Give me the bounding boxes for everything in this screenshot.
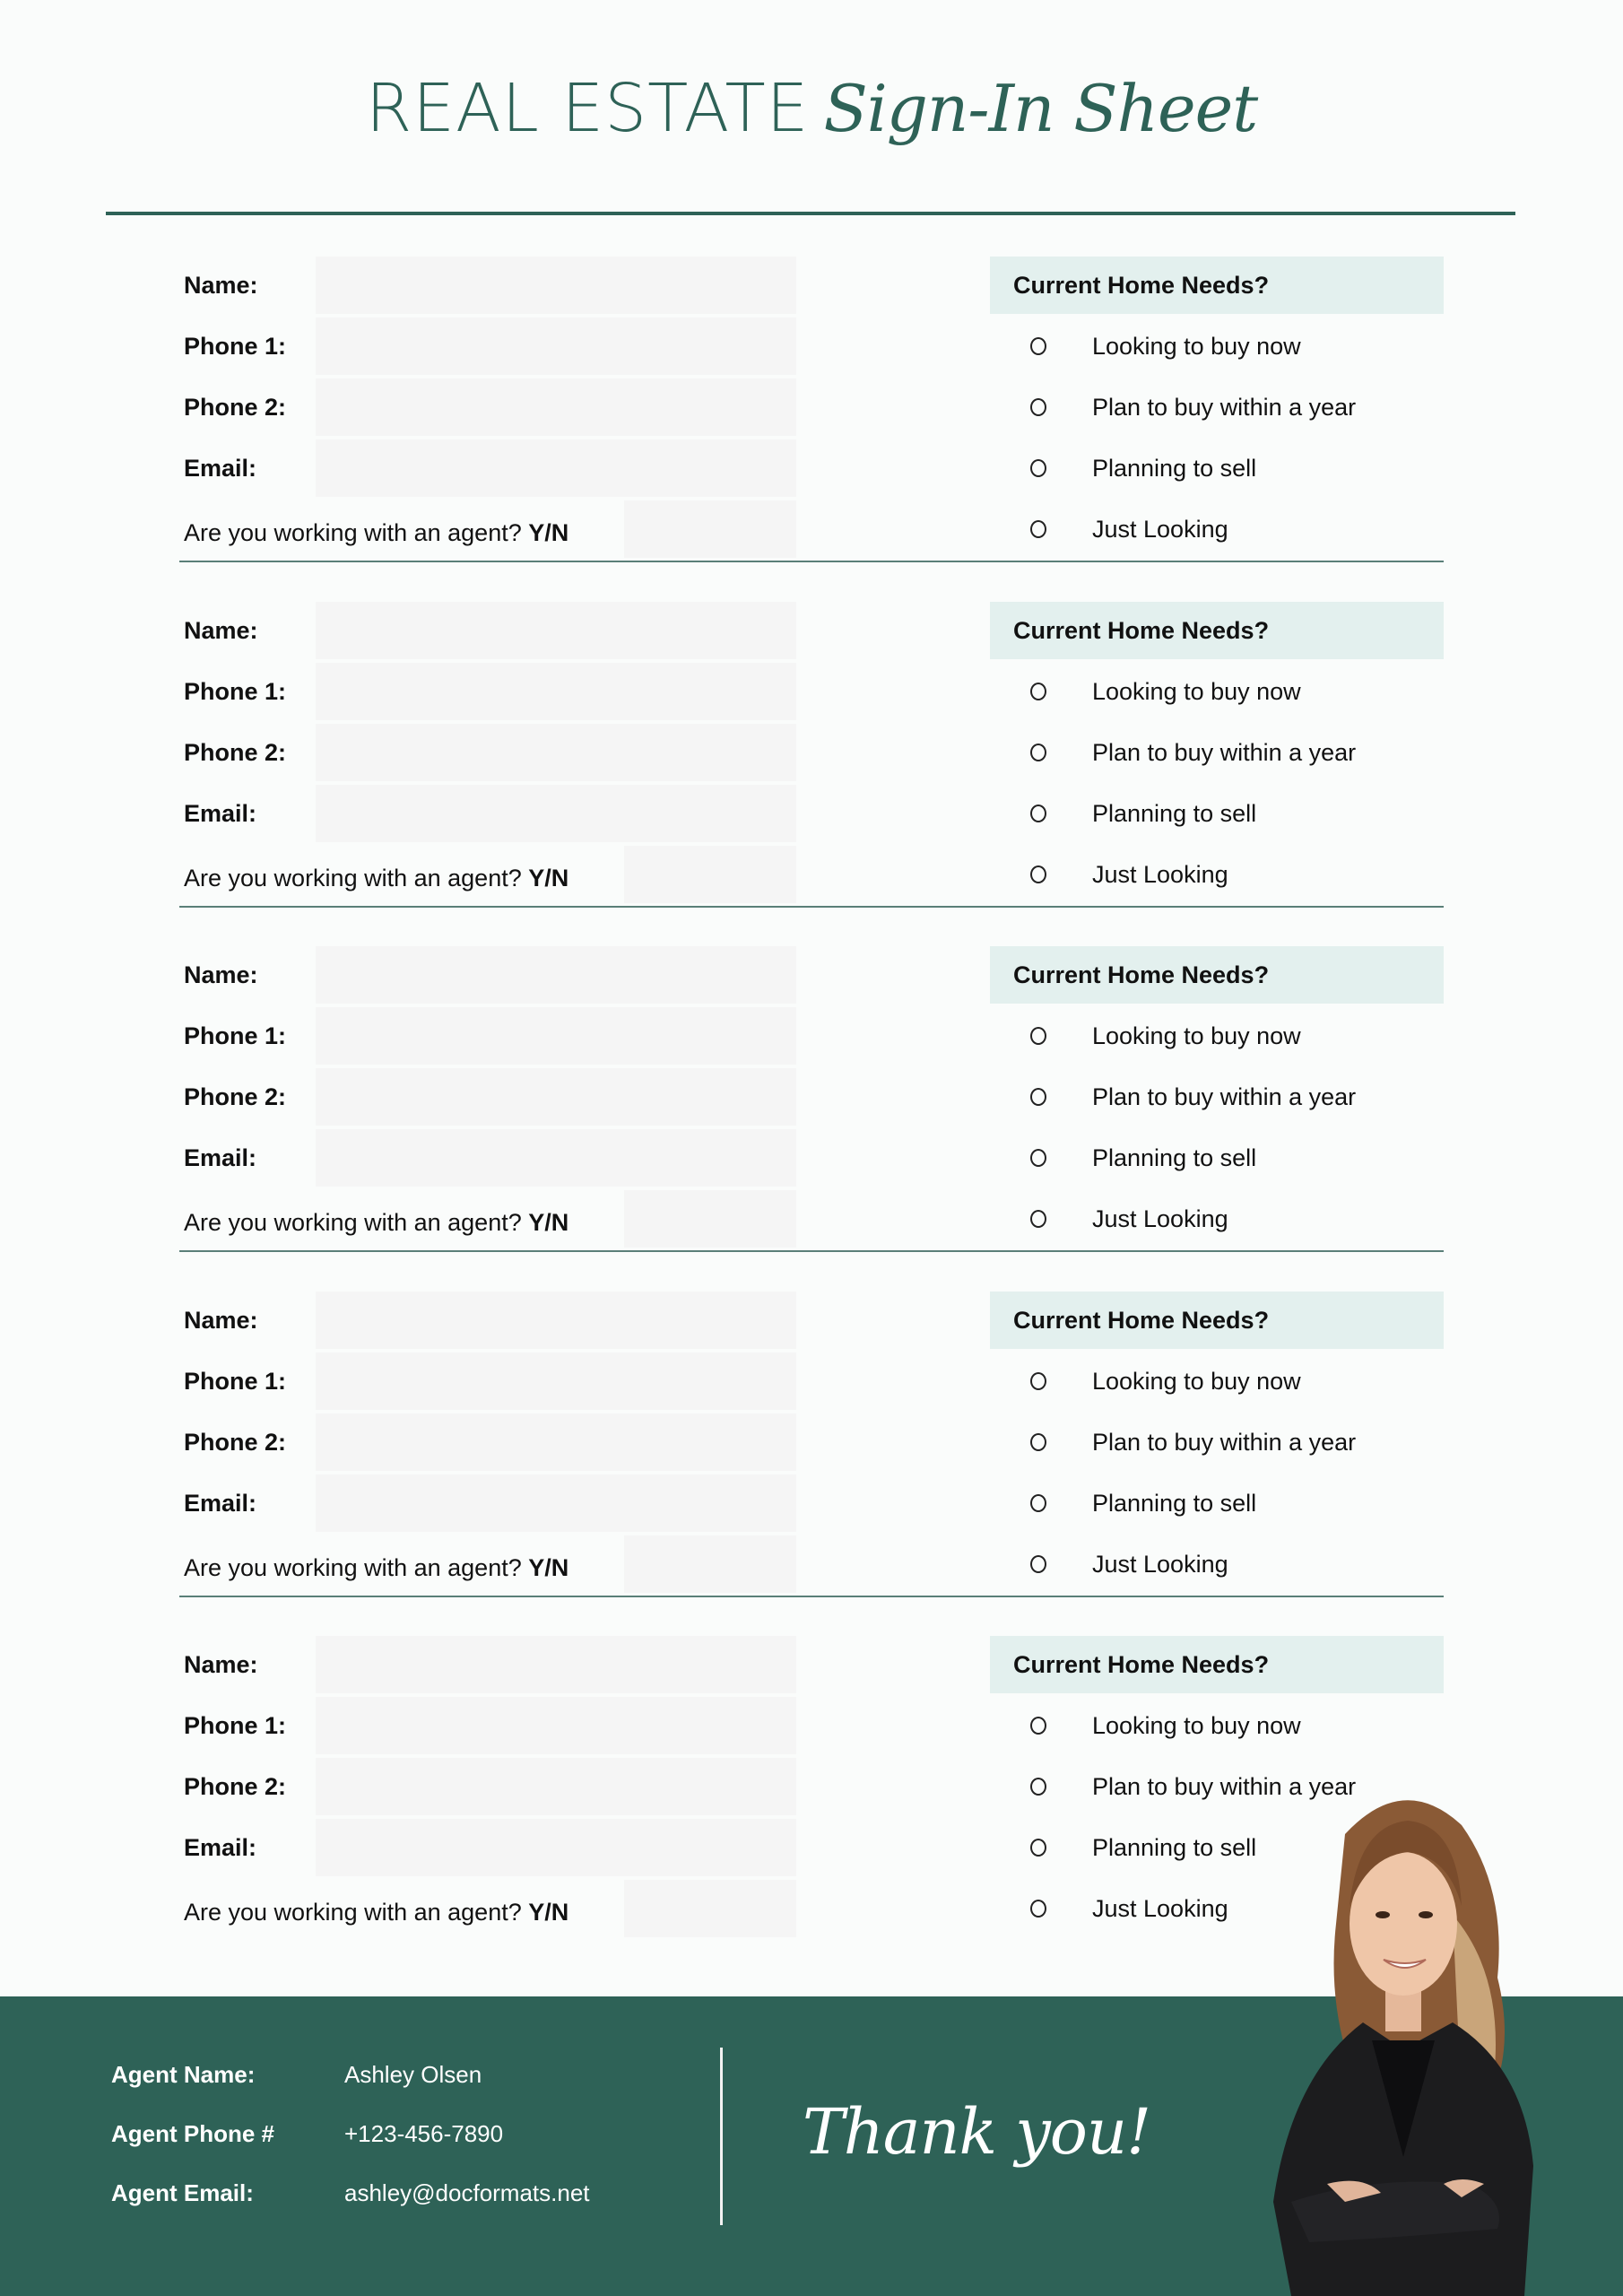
phone1-field[interactable] [316, 663, 796, 720]
option-label: Looking to buy now [1092, 678, 1301, 705]
radio-circle-icon[interactable] [1030, 1494, 1046, 1512]
option-label: Plan to buy within a year [1092, 394, 1357, 421]
agent-phone: +123-456-7890 [344, 2120, 504, 2147]
agent-question-text: Are you working with an agent? [184, 865, 522, 891]
radio-circle-icon[interactable] [1030, 804, 1046, 822]
page-title [0, 70, 1623, 147]
needs-header [990, 1636, 1444, 1693]
entry-separator [179, 561, 1444, 562]
email-field[interactable] [316, 1819, 796, 1876]
phone1-field[interactable] [316, 1697, 796, 1754]
agent-yn-label: Y/N [528, 1209, 569, 1236]
phone1-label: Phone 1: [184, 1712, 287, 1739]
agent-question-text: Are you working with an agent? [184, 1209, 522, 1236]
agent-question-text: Are you working with an agent? [184, 1899, 522, 1926]
needs-header [990, 1292, 1444, 1349]
radio-circle-icon[interactable] [1030, 865, 1046, 883]
needs-option-buy-year[interactable] [990, 1413, 1444, 1471]
name-label: Name: [184, 1307, 258, 1334]
radio-circle-icon[interactable] [1030, 337, 1046, 355]
needs-option-buy-now[interactable] [990, 1007, 1444, 1065]
option-label: Planning to sell [1092, 1834, 1257, 1861]
name-field[interactable] [316, 1636, 796, 1693]
option-label: Just Looking [1092, 1895, 1228, 1922]
agent-phone-label: Agent Phone # [111, 2120, 275, 2147]
name-field[interactable] [316, 946, 796, 1004]
option-label: Just Looking [1092, 1205, 1228, 1232]
phone2-field[interactable] [316, 378, 796, 436]
radio-circle-icon[interactable] [1030, 520, 1046, 538]
needs-header-text: Current Home Needs? [1013, 617, 1270, 644]
radio-circle-icon[interactable] [1030, 1839, 1046, 1857]
radio-circle-icon[interactable] [1030, 1778, 1046, 1796]
entry-separator [179, 1596, 1444, 1597]
agent-yn-field[interactable] [624, 1880, 796, 1937]
radio-circle-icon[interactable] [1030, 1900, 1046, 1918]
radio-circle-icon[interactable] [1030, 398, 1046, 416]
name-label: Name: [184, 1651, 258, 1678]
needs-option-just-looking[interactable] [990, 1190, 1444, 1248]
agent-yn-label: Y/N [528, 519, 569, 546]
needs-option-buy-year[interactable] [990, 1068, 1444, 1126]
entry-separator [179, 906, 1444, 908]
email-label: Email: [184, 1144, 257, 1171]
needs-option-buy-year[interactable] [990, 724, 1444, 781]
title-divider [106, 212, 1515, 215]
agent-yn-field[interactable] [624, 500, 796, 558]
email-field[interactable] [316, 439, 796, 497]
email-field[interactable] [316, 1474, 796, 1532]
option-label: Just Looking [1092, 861, 1228, 888]
option-label: Planning to sell [1092, 1490, 1257, 1517]
email-label: Email: [184, 455, 257, 482]
agent-yn-field[interactable] [624, 846, 796, 903]
agent-name: Ashley Olsen [344, 2061, 482, 2088]
email-label: Email: [184, 1834, 257, 1861]
name-field[interactable] [316, 1292, 796, 1349]
needs-option-sell[interactable] [990, 439, 1444, 497]
phone2-label: Phone 2: [184, 394, 287, 421]
option-label: Just Looking [1092, 1551, 1228, 1578]
option-label: Plan to buy within a year [1092, 1083, 1357, 1110]
radio-circle-icon[interactable] [1030, 1717, 1046, 1735]
radio-circle-icon[interactable] [1030, 1027, 1046, 1045]
needs-header-text: Current Home Needs? [1013, 961, 1270, 988]
needs-option-sell[interactable] [990, 785, 1444, 842]
phone2-field[interactable] [316, 1068, 796, 1126]
name-label: Name: [184, 617, 258, 644]
needs-option-buy-now[interactable] [990, 317, 1444, 375]
agent-name-label: Agent Name: [111, 2061, 256, 2088]
needs-header-text: Current Home Needs? [1013, 272, 1270, 299]
title-main: REAL ESTATE [365, 70, 810, 147]
entry-separator [179, 1250, 1444, 1252]
phone1-field[interactable] [316, 1007, 796, 1065]
agent-yn-field[interactable] [624, 1535, 796, 1593]
sign-in-entry-1 [0, 257, 1623, 601]
agent-question [184, 504, 568, 561]
phone1-field[interactable] [316, 317, 796, 375]
needs-option-buy-now[interactable] [990, 663, 1444, 720]
radio-circle-icon[interactable] [1030, 744, 1046, 761]
radio-circle-icon[interactable] [1030, 683, 1046, 700]
agent-question [184, 849, 568, 907]
radio-circle-icon[interactable] [1030, 1433, 1046, 1451]
radio-circle-icon[interactable] [1030, 1149, 1046, 1167]
agent-question-text: Are you working with an agent? [184, 519, 522, 546]
needs-option-sell[interactable] [990, 1474, 1444, 1532]
needs-option-buy-now[interactable] [990, 1352, 1444, 1410]
needs-option-just-looking[interactable] [990, 846, 1444, 903]
needs-header-text: Current Home Needs? [1013, 1307, 1270, 1334]
phone2-field[interactable] [316, 724, 796, 781]
phone1-label: Phone 1: [184, 1022, 287, 1049]
phone2-field[interactable] [316, 1758, 796, 1815]
agent-email-label: Agent Email: [111, 2179, 254, 2206]
agent-question [184, 1194, 568, 1251]
needs-header-text: Current Home Needs? [1013, 1651, 1270, 1678]
option-label: Plan to buy within a year [1092, 739, 1357, 766]
name-label: Name: [184, 272, 258, 299]
option-label: Planning to sell [1092, 800, 1257, 827]
phone2-field[interactable] [316, 1413, 796, 1471]
radio-circle-icon[interactable] [1030, 1372, 1046, 1390]
phone1-label: Phone 1: [184, 333, 287, 360]
needs-header [990, 257, 1444, 314]
phone2-label: Phone 2: [184, 739, 287, 766]
option-label: Plan to buy within a year [1092, 1773, 1357, 1800]
needs-option-buy-year[interactable] [990, 378, 1444, 436]
agent-email[interactable]: ashley@docformats.net [344, 2179, 590, 2206]
email-field[interactable] [316, 785, 796, 842]
agent-yn-label: Y/N [528, 865, 569, 891]
sign-in-entry-3 [0, 946, 1623, 1291]
phone2-label: Phone 2: [184, 1773, 287, 1800]
phone1-label: Phone 1: [184, 678, 287, 705]
option-label: Planning to sell [1092, 455, 1257, 482]
phone1-field[interactable] [316, 1352, 796, 1410]
name-field[interactable] [316, 257, 796, 314]
name-label: Name: [184, 961, 258, 988]
needs-header [990, 602, 1444, 659]
agent-yn-field[interactable] [624, 1190, 796, 1248]
sign-in-entry-4 [0, 1292, 1623, 1636]
agent-question [184, 1539, 568, 1596]
email-field[interactable] [316, 1129, 796, 1187]
option-label: Just Looking [1092, 516, 1228, 543]
agent-question-text: Are you working with an agent? [184, 1554, 522, 1581]
option-label: Looking to buy now [1092, 1712, 1301, 1739]
option-label: Looking to buy now [1092, 333, 1301, 360]
email-label: Email: [184, 800, 257, 827]
option-label: Looking to buy now [1092, 1022, 1301, 1049]
option-label: Looking to buy now [1092, 1368, 1301, 1395]
agent-yn-label: Y/N [528, 1554, 569, 1581]
sign-in-entry-2 [0, 602, 1623, 946]
needs-option-just-looking[interactable] [990, 500, 1444, 558]
title-script: Sign-In Sheet [823, 71, 1258, 146]
footer-divider [720, 2048, 723, 2225]
needs-header [990, 946, 1444, 1004]
phone2-label: Phone 2: [184, 1429, 287, 1456]
phone1-label: Phone 1: [184, 1368, 287, 1395]
thank-you-text: Thank you! [803, 2095, 1151, 2169]
phone2-label: Phone 2: [184, 1083, 287, 1110]
agent-photo [1237, 1780, 1569, 2296]
radio-circle-icon[interactable] [1030, 1088, 1046, 1106]
needs-option-sell[interactable] [990, 1129, 1444, 1187]
needs-option-just-looking[interactable] [990, 1535, 1444, 1593]
option-label: Plan to buy within a year [1092, 1429, 1357, 1456]
name-field[interactable] [316, 602, 796, 659]
radio-circle-icon[interactable] [1030, 1555, 1046, 1573]
agent-yn-label: Y/N [528, 1899, 569, 1926]
radio-circle-icon[interactable] [1030, 459, 1046, 477]
needs-option-buy-now[interactable] [990, 1697, 1444, 1754]
option-label: Planning to sell [1092, 1144, 1257, 1171]
email-label: Email: [184, 1490, 257, 1517]
agent-question [184, 1883, 568, 1941]
radio-circle-icon[interactable] [1030, 1210, 1046, 1228]
